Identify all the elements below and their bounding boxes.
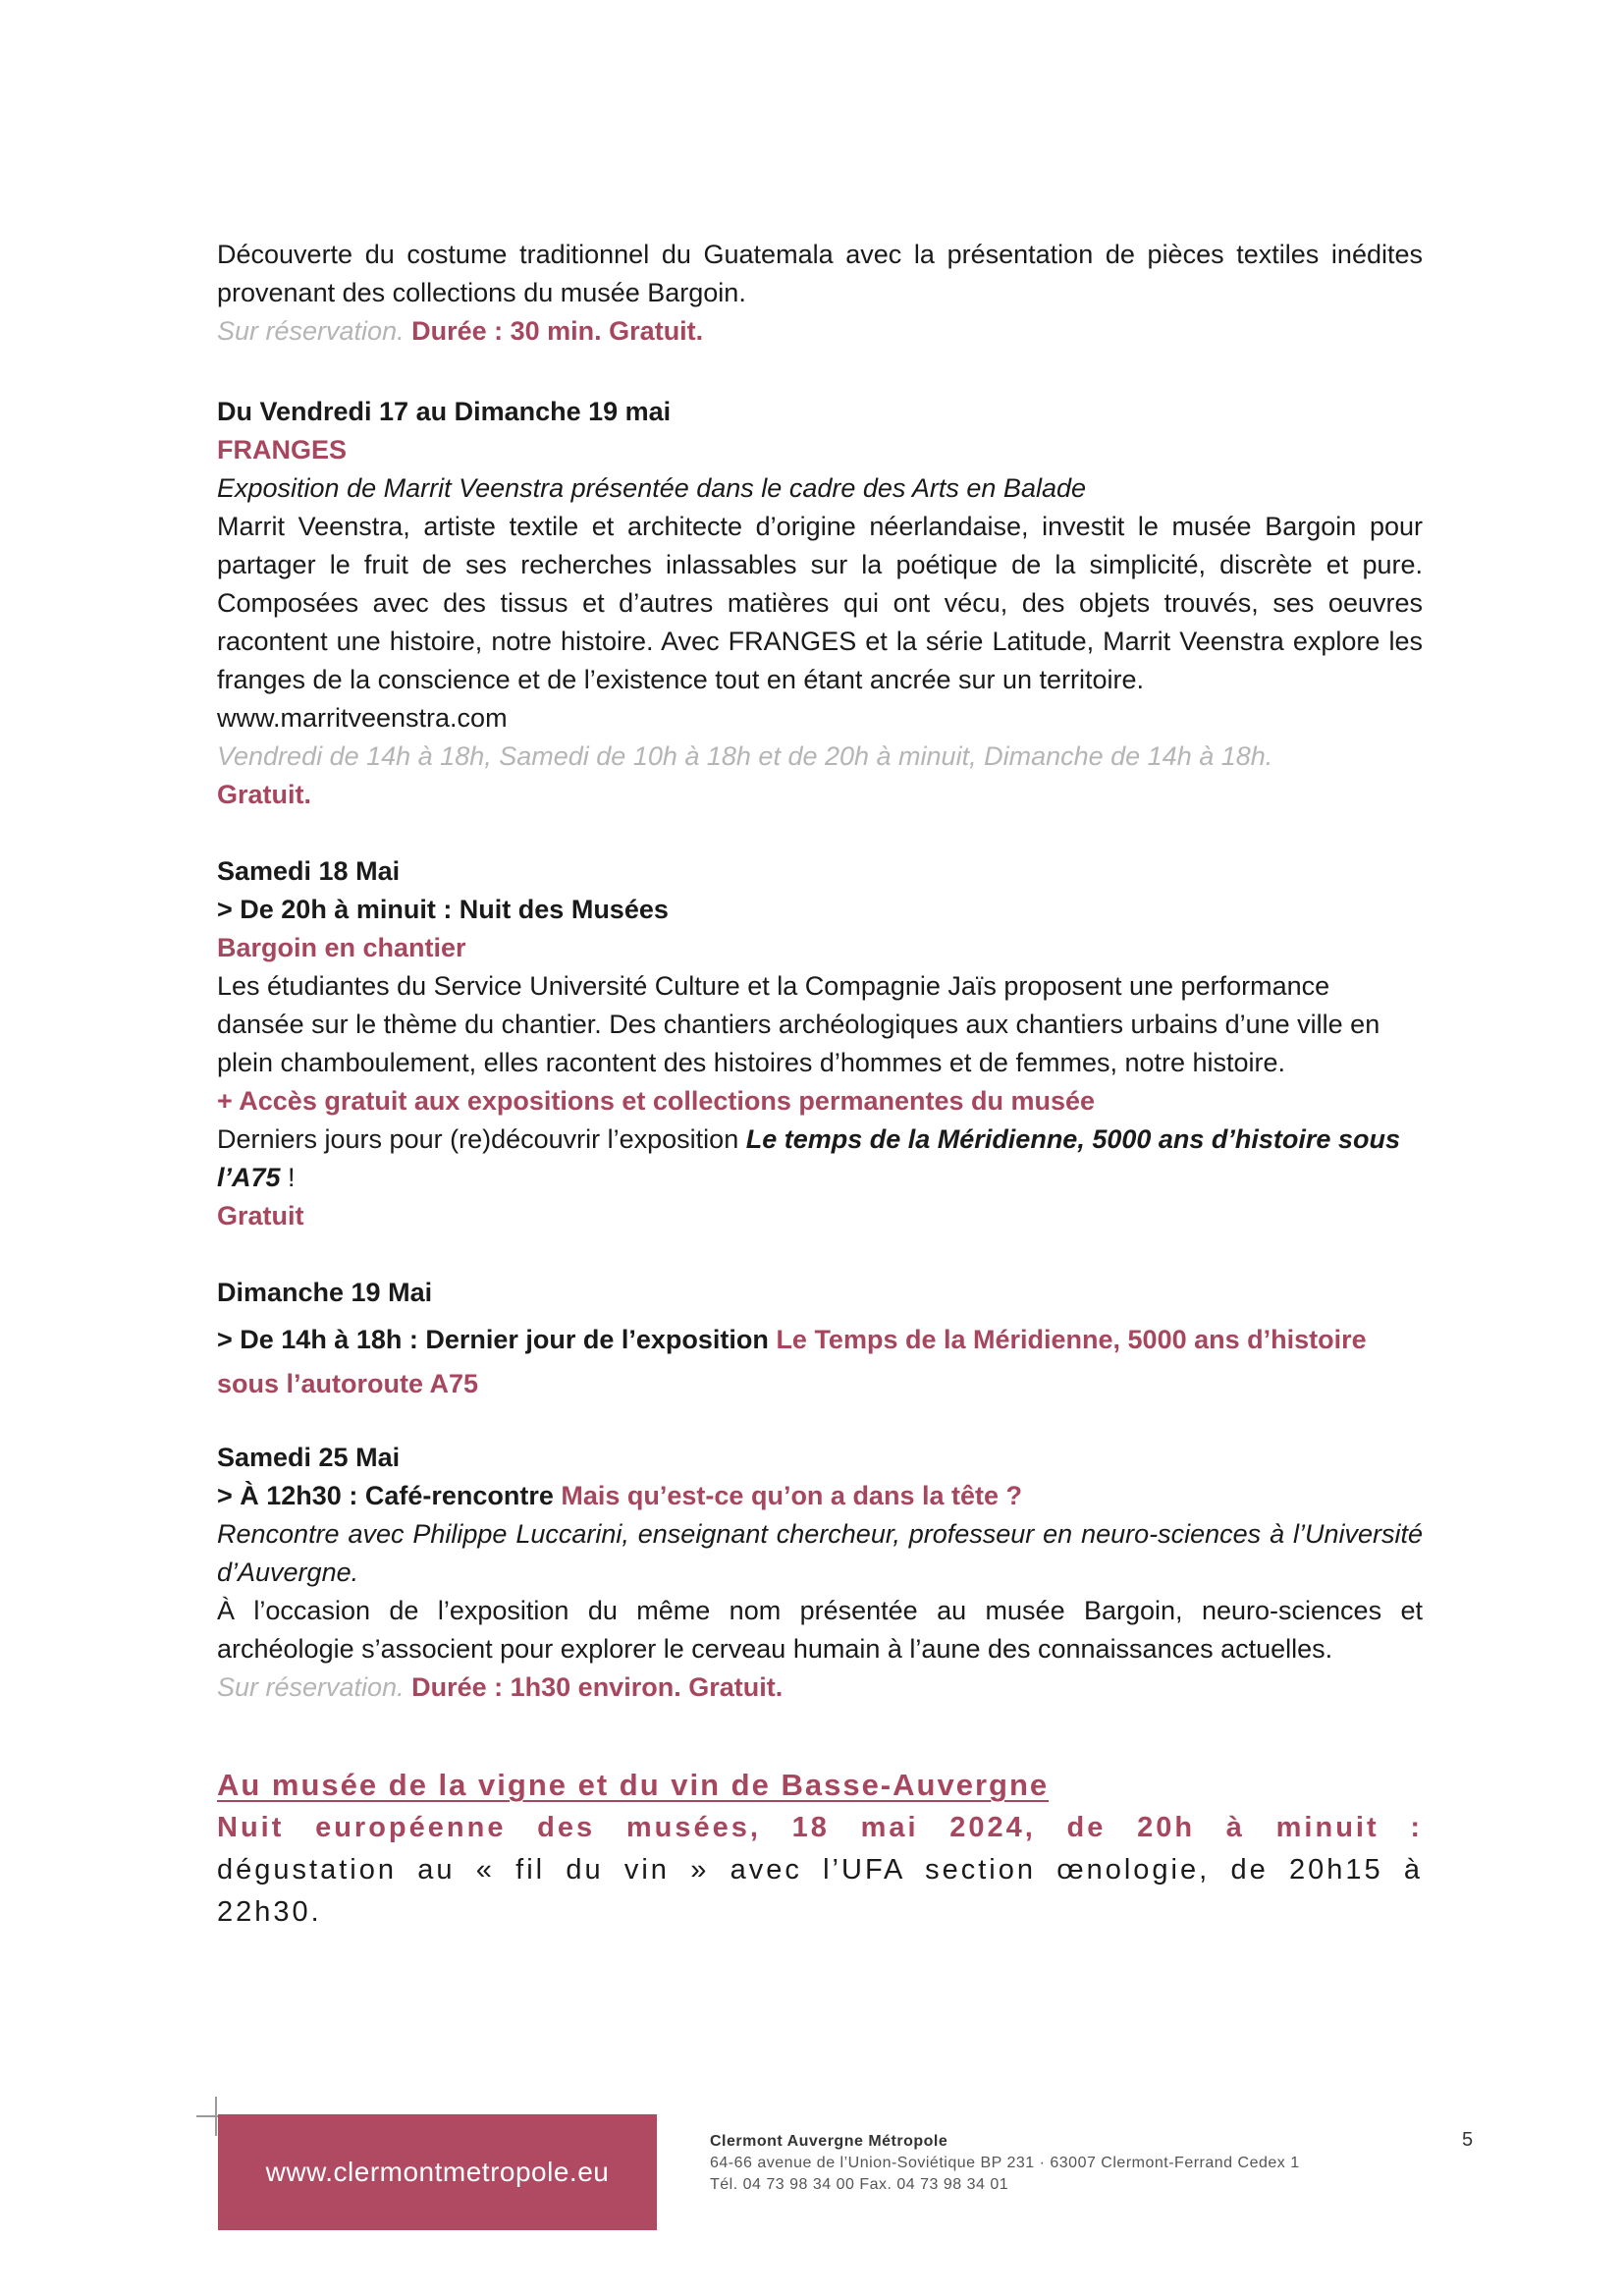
nuit-title: Bargoin en chantier xyxy=(217,933,466,962)
banner-website-text: www.clermontmetropole.eu xyxy=(265,2157,610,2187)
cafe-subtitle: Rencontre avec Philippe Luccarini, enseignant chercheur, professeur en neuro-sciences à l’Université d’Auvergne. xyxy=(217,1519,1423,1587)
franges-hours: Vendredi de 14h à 18h, Samedi de 10h à 18h et de 20h à minuit, Dimanche de 14h à 18h. xyxy=(217,741,1273,771)
guatemala-info xyxy=(217,312,1423,351)
cafe-heading xyxy=(217,1477,1423,1515)
cafe-date: Samedi 25 Mai xyxy=(217,1443,401,1472)
footer-phone: Tél. 04 73 98 34 00 Fax. 04 73 98 34 01 xyxy=(710,2176,1009,2193)
vin-section xyxy=(217,1764,1423,1934)
footer-address-block xyxy=(710,2131,1397,2196)
cafe-info xyxy=(217,1668,1423,1707)
vin-line-3: 22h30. xyxy=(217,1896,322,1928)
page-number: 5 xyxy=(1462,2129,1474,2151)
dimanche-expo-title: Le Temps de la Méridienne, 5000 ans d’histoire sous l’autoroute A75 xyxy=(217,1325,1367,1398)
cafe-description: À l’occasion de l’exposition du même nom présentée au musée Bargoin, neuro-sciences et archéologie s’associent pour explorer le cerveau humain à l’aune des connaissances actuelles. xyxy=(217,1596,1423,1664)
dimanche-section xyxy=(217,1274,1423,1406)
cafe-duration-price: Durée : 1h30 environ. Gratuit. xyxy=(411,1672,784,1702)
dimanche-details xyxy=(217,1318,1423,1406)
last-days-expo-title: Le temps de la Méridienne, 5000 ans d’histoire sous l’A75 xyxy=(217,1124,1400,1192)
nuit-last-days xyxy=(217,1121,1423,1197)
reservation-note: Sur réservation. xyxy=(217,316,405,346)
franges-price: Gratuit. xyxy=(217,780,312,809)
franges-section xyxy=(217,393,1423,814)
dimanche-date: Dimanche 19 Mai xyxy=(217,1278,433,1307)
franges-subtitle: Exposition de Marrit Veenstra présentée dans le cadre des Arts en Balade xyxy=(217,473,1087,503)
franges-description: Marrit Veenstra, artiste textile et architecte d’origine néerlandaise, investit le musée Bargoin pour partager le fruit de ses recherches inlassables sur la poétique de la simplicité, discrète et pure. Composées avec des tissus et d’autres matières qui ont vécu, des objets trouvés, ses oeuvres racontent une histoire, notre histoire. Avec FRANGES et la série Latitude, Marrit Veenstra explore les franges de la conscience et de l’existence tout en étant ancrée sur un territoire. xyxy=(217,512,1423,694)
franges-website[interactable]: www.marritveenstra.com xyxy=(217,703,508,733)
cafe-title: Mais qu’est-ce qu’on a dans la tête ? xyxy=(561,1481,1022,1510)
nuit-musees-section xyxy=(217,852,1423,1235)
nuit-description: Les étudiantes du Service Université Culture et la Compagnie Jaïs proposent une performance dansée sur le thème du chantier. Des chantiers archéologiques aux chantiers urbains d’une ville en plein chamboulement, elles racontent des histoires d’hommes et de femmes, notre histoire. xyxy=(217,971,1380,1077)
dimanche-time-title: > De 14h à 18h : Dernier jour de l’exposition xyxy=(217,1325,769,1354)
last-days-suffix: ! xyxy=(280,1163,296,1192)
nuit-access: + Accès gratuit aux expositions et collections permanentes du musée xyxy=(217,1086,1096,1116)
cafe-time-title: > À 12h30 : Café-rencontre xyxy=(217,1481,554,1510)
cafe-reservation: Sur réservation. xyxy=(217,1672,405,1702)
vin-line-2: dégustation au « fil du vin » avec l’UFA section œnologie, de 20h15 à xyxy=(217,1854,1423,1886)
cafe-section xyxy=(217,1439,1423,1707)
guatemala-section xyxy=(217,236,1423,351)
nuit-time-title: > De 20h à minuit : Nuit des Musées xyxy=(217,895,669,924)
website-banner[interactable] xyxy=(218,2114,657,2230)
vin-line-1: Nuit européenne des musées, 18 mai 2024, de 20h à minuit : xyxy=(217,1812,1423,1843)
main-content xyxy=(217,236,1423,1934)
nuit-price: Gratuit xyxy=(217,1201,304,1230)
franges-date: Du Vendredi 17 au Dimanche 19 mai xyxy=(217,397,672,426)
last-days-prefix: Derniers jours pour (re)découvrir l’exposition xyxy=(217,1124,739,1154)
footer-address: 64-66 avenue de l’Union-Soviétique BP 231 · 63007 Clermont-Ferrand Cedex 1 xyxy=(710,2155,1300,2171)
duration-price: Durée : 30 min. Gratuit. xyxy=(411,316,704,346)
nuit-date: Samedi 18 Mai xyxy=(217,856,401,886)
franges-title: FRANGES xyxy=(217,435,348,465)
guatemala-description: Découverte du costume traditionnel du Guatemala avec la présentation de pièces textiles inédites provenant des collections du musée Bargoin. xyxy=(217,240,1423,307)
vin-title: Au musée de la vigne et du vin de Basse-Auvergne xyxy=(217,1768,1050,1802)
footer-org-name: Clermont Auvergne Métropole xyxy=(710,2133,948,2150)
